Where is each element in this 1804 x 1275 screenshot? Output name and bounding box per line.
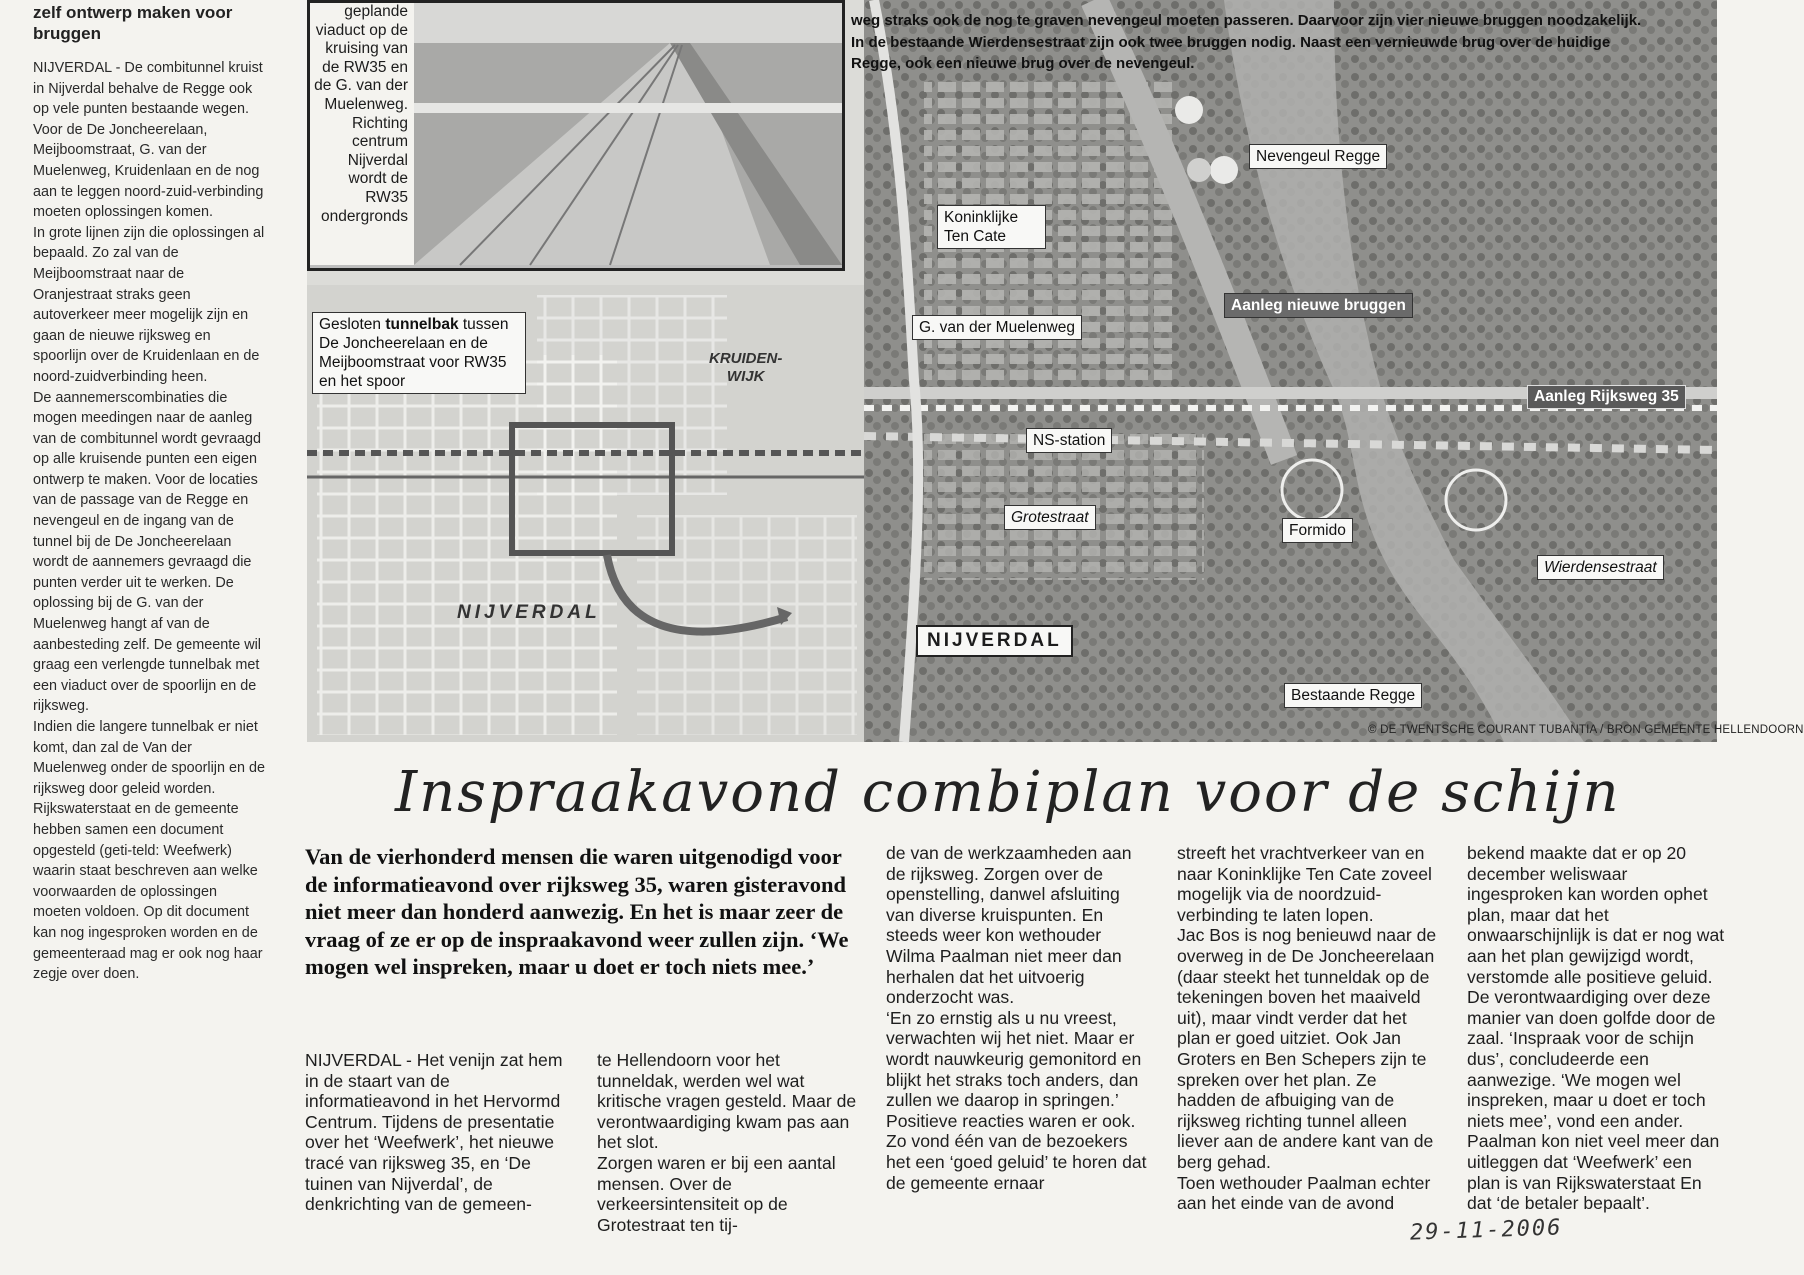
photo-credit: © DE TWENTSCHE COURANT TUBANTIA / BRON GEMEENTE HELLENDOORN (1368, 724, 1804, 736)
body-column-5: bekend maakte dat er op 20 december weliswaar ingesproken kan worden ophet plan, maar dat het onwaarschijnlijk is dat er nog wat aan het plan gewijzigd wordt, verstomde alle positieve geluid. De verontwaardiging over deze manier van doen golfde door de zaal. ‘Inspraak voor de schijn dus’, concludeerde een aanwezige. ‘We mogen wel inspreken, maar u doet er toch niets mee’, vond een ander. Paalman kon niet veel meer dan uitleggen dat ‘Weefwerk’ een plan is van Rijkswaterstaat En dat ‘de betaler bepaalt’. (1467, 843, 1725, 1214)
nijverdal-aerial-label: NIJVERDAL (916, 625, 1073, 657)
handwritten-date: 29-11-2006 (1409, 1215, 1563, 1246)
map-panel (307, 0, 867, 742)
viaduct-photo-inset (307, 0, 845, 271)
body-column-3: de van de werkzaamheden aan de rijksweg. Zorgen over de openstelling, danwel afsluiting van diverse kruispunten. En steeds weer kon wethouder Wilma Paalman niet meer dan herhalen dat het uitvoerig onderzocht was. ‘En zo ernstig als u nu vreest, verwachten wij het niet. Maar er wordt nauwkeurig gemonitord en blijkt het straks toch anders, dan zullen we daarop in springen.’ Positieve reacties waren er ook. Zo vond één van de bezoekers het een ‘goed geluid’ te horen dat de gemeente ernaar (886, 843, 1147, 1193)
ns-station-label: NS-station (1026, 428, 1112, 453)
article-headline: Inspraakavond combiplan voor de schijn (395, 760, 1621, 825)
nieuwe-bruggen-label: Aanleg nieuwe bruggen (1224, 293, 1413, 318)
left-paragraph: Indien die langere tunnelbak er niet komt, dan zal de Van der Muelenweg onder de spoorlijn en de rijksweg door geleid worden. (33, 719, 266, 797)
wierdensestraat-label: Wierdensestraat (1537, 555, 1664, 580)
body-column-2: te Hellendoorn voor het tunneldak, werden wel wat kritische vragen gesteld. Maar de verontwaardiging kwam pas aan het slot. Zorgen waren er bij een aantal mensen. Over de verkeersintensiteit op de Grotestraat ten tij- (597, 1050, 857, 1235)
kruidenwijk-label (709, 350, 782, 386)
grotestraat-label: Grotestraat (1004, 505, 1096, 530)
article-intro: Van de vierhonderd mensen die waren uitgenodigd voor de informatieavond over rijksweg 35, waren gisteravond niet meer dan honderd aanwezig. En het is maar zeer de vraag of ze er op de inspraakavond weer zullen zijn. ‘We mogen wel inspreken, maar u doet er toch niets mee.’ (305, 844, 849, 980)
formido-label: Formido (1282, 518, 1353, 543)
tunnelbak-callout-text: tussen De Joncheerelaan en de Meijboomstraat voor RW35 en het spoor (319, 316, 509, 390)
kruidenwijk-label-line2: WIJK (726, 368, 765, 385)
ten-cate-label: Koninklijke Ten Cate (937, 205, 1046, 249)
left-column-article (33, 0, 265, 1230)
left-paragraph: NIJVERDAL - De combitunnel kruist in Nijverdal behalve de Regge ook op vele punten bestaande wegen. Voor de De Joncheerelaan, Meijboomstraat, G. van der Muelenweg, Kruidenlaan en de nog aan te leggen noord-zuid-verbinding moeten oplossingen komen. (33, 60, 264, 221)
tunnelbak-callout-prefix: Gesloten (319, 316, 386, 333)
kruidenwijk-label-line1: KRUIDEN- (709, 350, 783, 367)
body-column-1: NIJVERDAL - Het venijn zat hem in de staart van de informatieavond in het Hervormd Centrum. Tijdens de presentatie over het ‘Weefwerk’, het nieuwe tracé van rijksweg 35, en ‘De tuinen van Nijverdal’, de denkrichting van de gemeen- (305, 1050, 563, 1215)
inset-caption: geplande viaduct op de kruising van de RW35 en de G. van der Muelenweg. Richting centrum Nijverdal wordt de RW35 ondergronds (310, 3, 414, 265)
left-paragraph: Rijkswaterstaat en de gemeente hebben samen een document opgesteld (geti-teld: Weefwerk) waarin staat beschreven aan welke voorwaarden de oplossingen moeten voldoen. Op dit document kan nog ingesproken worden en de gemeenteraad mag er ook nog haar zegje over doen. (33, 801, 263, 983)
left-column-heading: zelf ontwerp maken voor bruggen (33, 3, 233, 43)
tunnelbak-callout-bold: tunnelbak (385, 316, 459, 333)
bestaande-regge-label: Bestaande Regge (1284, 683, 1422, 708)
nijverdal-map-label: NIJVERDAL (457, 602, 601, 623)
nevengeul-label: Nevengeul Regge (1249, 144, 1387, 169)
map-figure (307, 0, 1804, 742)
left-paragraph: De aannemerscombinaties die mogen meedingen naar de aanleg van de combitunnel wordt gevraagd op alle kruisende punten een eigen ontwerp te maken. Voor de locaties van de passage van de Regge en nevengeul en de ingang van de tunnel bij de De Joncheerelaan wordt de aannemers gevraagd die punten verder uit te werken. De oplossing bij de G. van der Muelenweg hangt af van de aanbesteding zelf. De gemeente wil graag een verlengde tunnelbak met een viaduct over de spoorlijn en de rijksweg. (33, 389, 261, 715)
tunnelbak-callout (312, 312, 526, 394)
aerial-photo (864, 0, 1804, 742)
rijksweg-label: Aanleg Rijksweg 35 (1527, 385, 1686, 409)
figure-top-text: weg straks ook de nog te graven nevengeul moeten passeren. Daarvoor zijn vier nieuwe bruggen noodzakelijk. In de bestaande Wierdensestraat zijn ook twee bruggen nodig. Naast een vernieuwde brug over de huidige Regge, ook een nieuwe brug over de nevengeul. (851, 12, 1642, 72)
muelenweg-label: G. van der Muelenweg (912, 315, 1082, 340)
left-paragraph: In grote lijnen zijn die oplossingen al bepaald. Zo zal van de Meijboomstraat naar de Oranjestraat straks geen autoverkeer meer mogelijk zijn en gaan de nieuwe rijksweg en spoorlijn over de Kruidenlaan en de noord-zuidverbinding heen. (33, 224, 265, 385)
body-column-4: streeft het vrachtverkeer van en naar Koninklijke Ten Cate zoveel mogelijk via de noordzuid-verbinding te laten lopen. Jac Bos is nog benieuwd naar de overweg in de De Joncheerelaan (daar steekt het tunneldak op de tekeningen boven het maaiveld uit), maar vindt verder dat het plan er goed uitziet. Ook Jan Groters en Ben Schepers zijn te spreken over het plan. Ze hadden de afbuiging van de rijksweg richting tunnel alleen liever aan de andere kant van de berg gehad. Toen wethouder Paalman echter aan het einde van de avond (1177, 843, 1437, 1214)
